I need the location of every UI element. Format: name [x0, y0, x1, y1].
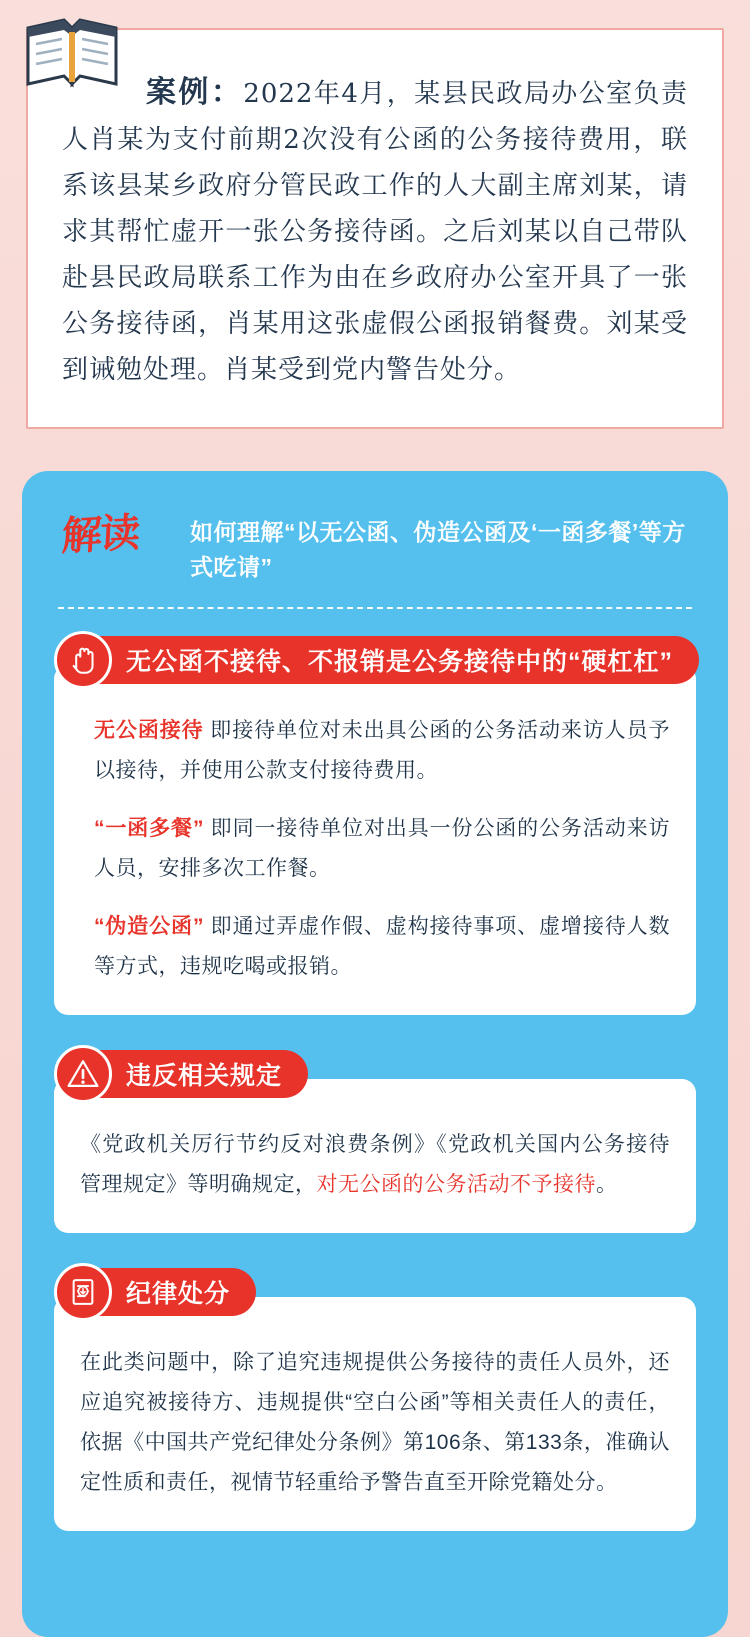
section-body: [54, 665, 696, 1015]
section-header: [54, 631, 696, 689]
case-text: [62, 70, 688, 393]
panel-header: [48, 505, 702, 585]
section-no-official-letter: [54, 631, 696, 1015]
dashed-divider: [58, 607, 692, 609]
section-header: [54, 1045, 696, 1103]
interpretation-panel: [22, 471, 728, 1637]
section-title: 无公函不接待、不报销是公务接待中的“硬杠杠”: [90, 636, 699, 684]
panel-title: 如何理解“以无公函、伪造公函及‘一函多餐’等方式吃请”: [190, 519, 686, 580]
section-violated-regulations: [54, 1045, 696, 1233]
paragraph-item: [80, 809, 670, 889]
case-body-text: 2022年4月，某县民政局办公室负责人肖某为支付前期2次没有公函的公务接待费用，联系该县某乡政府分管民政工作的人大副主席刘某，请求其帮忙虚开一张公务接待函。之后刘某以自己带队赴县民政局联系工作为由在乡政府办公室开具了一张公务接待函，肖某用这张虚假公函报销餐费。刘某受到诫勉处理。肖某受到党内警告处分。: [62, 79, 689, 385]
jiedu-label: 解读: [60, 509, 140, 560]
section-header: [54, 1263, 696, 1321]
case-lead-label: 案例：: [146, 75, 244, 110]
panel-bottom-spacer: [48, 1561, 702, 1597]
regulation-text-after: 。: [596, 1173, 618, 1196]
paragraph-item: [80, 1125, 670, 1205]
regulation-text-before: 《党政机关厉行节约反对浪费条例》《党政机关国内公务接待管理规定》等明确规定，: [80, 1133, 670, 1196]
term-text: 即通过弄虚作假、虚构接待事项、虚增接待人数等方式，违规吃喝或报销。: [94, 915, 670, 978]
term-highlight: “伪造公函”: [94, 915, 204, 938]
section-title: 纪律处分: [90, 1268, 256, 1316]
paragraph-item: 在此类问题中，除了追究违规提供公务接待的责任人员外，还应追究被接待方、违规提供“空白公函”等相关责任人的责任，依据《中国共产党纪律处分条例》第106条、第133条，准确认定性质和责任，视情节轻重给予警告直至开除党籍处分。: [80, 1351, 670, 1494]
warning-exclamation-icon: [54, 1045, 112, 1103]
term-text: 即同一接待单位对出具一份公函的公务活动来访人员，安排多次工作餐。: [94, 817, 670, 880]
term-highlight: “一函多餐”: [94, 817, 204, 840]
regulation-highlight: 对无公函的公务活动不予接待: [316, 1173, 596, 1196]
case-card: [26, 28, 724, 429]
paragraph-item: [80, 711, 670, 791]
section-title: 违反相关规定: [90, 1050, 308, 1098]
stop-hand-icon: [54, 631, 112, 689]
section-body: [54, 1297, 696, 1531]
paragraph-item: [80, 907, 670, 987]
section-disciplinary-punishment: [54, 1263, 696, 1531]
term-text: 即接待单位对未出具公函的公务活动来访人员予以接待，并使用公款支付接待费用。: [94, 719, 671, 782]
term-highlight: 无公函接待: [94, 719, 204, 742]
jiedu-seal-mark: [62, 509, 174, 567]
open-book-icon: [20, 14, 124, 96]
document-stamp-icon: [54, 1263, 112, 1321]
